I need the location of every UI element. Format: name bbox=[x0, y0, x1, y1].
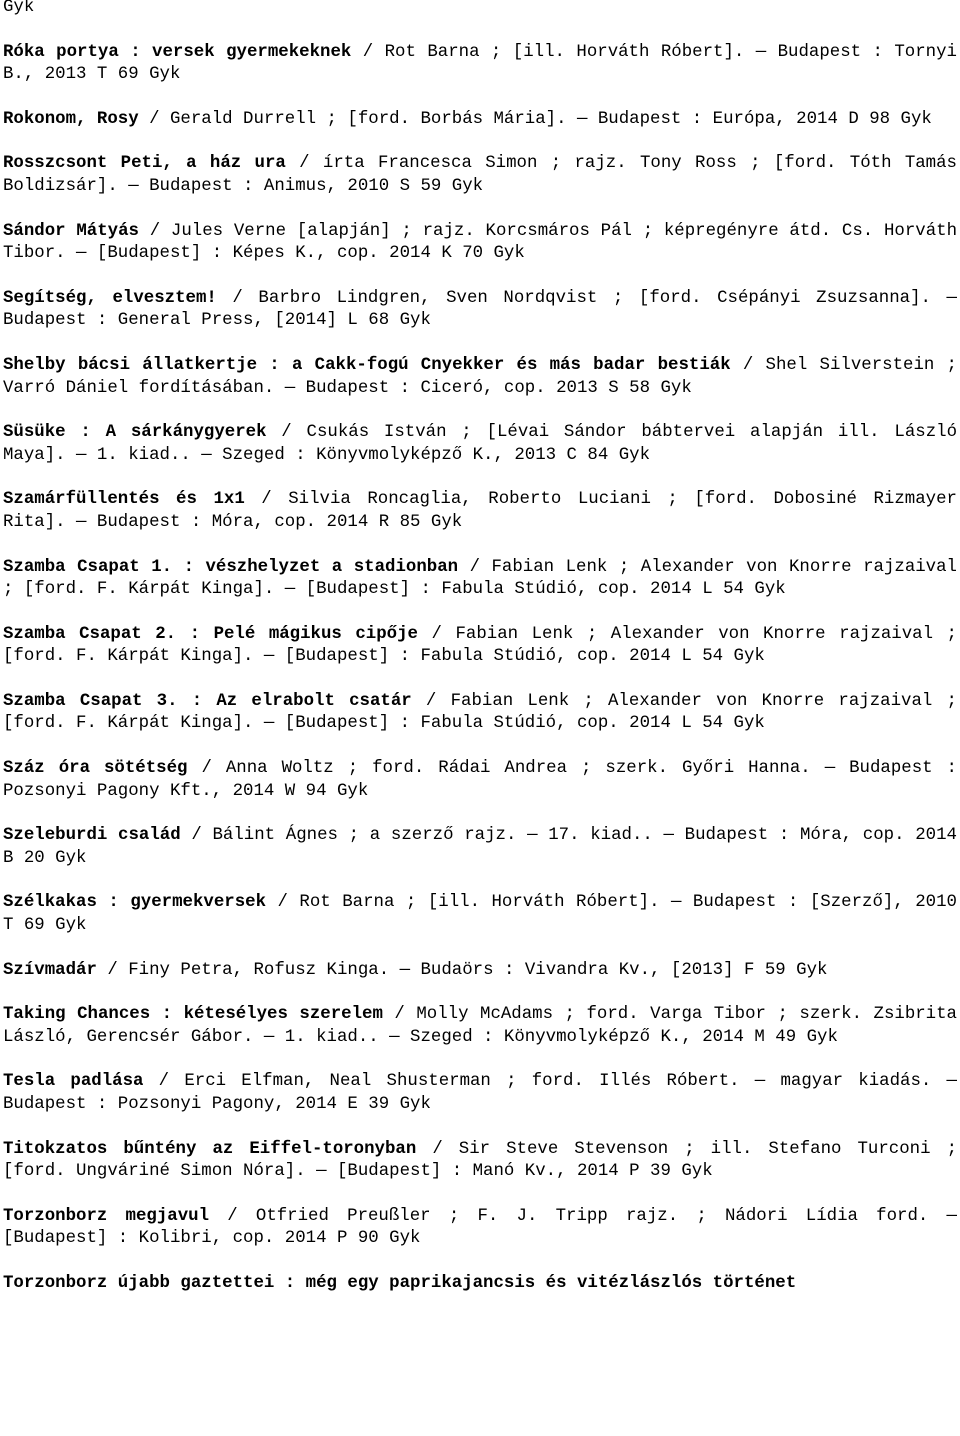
entry-title: Shelby bácsi állatkertje : a Cakk-fogú Cnyekker és más badar bestiák bbox=[3, 355, 731, 375]
catalog-page bbox=[3, 0, 957, 1318]
entry-details: / Molly McAdams ; ford. Varga Tibor ; szerk. Zsibrita László, Gerencsér Gábor. — 1. kiad.. — Szeged : Könyvmolyképző K., 2014 M 49 Gyk bbox=[3, 1005, 957, 1047]
catalog-entry bbox=[3, 1071, 957, 1116]
entry-details: / Csukás István ; [Lévai Sándor bábtervei alapján ill. László Maya]. — 1. kiad.. — Szeged : Könyvmolyképző K., 2013 C 84 Gyk bbox=[3, 423, 958, 465]
entry-title: Szamba Csapat 3. : Az elrabolt csatár bbox=[3, 691, 412, 711]
entry-title: Szélkakas : gyermekversek bbox=[3, 893, 267, 913]
catalog-entry-list bbox=[3, 42, 957, 1296]
catalog-entry bbox=[3, 1206, 957, 1251]
catalog-entry bbox=[3, 1273, 957, 1296]
catalog-entry bbox=[3, 489, 957, 534]
entry-title: Szamárfüllentés és 1x1 bbox=[3, 490, 245, 510]
entry-details: / Erci Elfman, Neal Shusterman ; ford. Illés Róbert. — magyar kiadás. — Budapest : Pozsonyi Pagony, 2014 E 39 Gyk bbox=[3, 1072, 957, 1114]
catalog-entry bbox=[3, 42, 957, 87]
catalog-entry bbox=[3, 758, 957, 803]
entry-title: Rokonom, Rosy bbox=[3, 109, 139, 129]
entry-title: Szeleburdi család bbox=[3, 826, 181, 846]
entry-details: / Rot Barna ; [ill. Horváth Róbert]. — Budapest : [Szerző], 2010 T 69 Gyk bbox=[3, 893, 957, 936]
entry-title: Tesla padlása bbox=[3, 1072, 144, 1092]
catalog-entry bbox=[3, 221, 957, 266]
entry-title: Szívmadár bbox=[3, 960, 97, 980]
entry-details: / Sir Steve Stevenson ; ill. Stefano Turconi ; [ford. Ungváriné Simon Nóra]. — [Budapest] : Manó Kv., 2014 P 39 Gyk bbox=[3, 1139, 957, 1182]
entry-details: / írta Francesca Simon ; rajz. Tony Ross ; [ford. Tóth Tamás Boldizsár]. — Budapest : Animus, 2010 S 59 Gyk bbox=[3, 154, 957, 196]
catalog-entry bbox=[3, 825, 957, 870]
catalog-entry bbox=[3, 422, 957, 467]
entry-title: Süsüke : A sárkánygyerek bbox=[3, 423, 267, 443]
catalog-entry bbox=[3, 1139, 957, 1184]
entry-details: / Rot Barna ; [ill. Horváth Róbert]. — Budapest : Tornyi B., 2013 T 69 Gyk bbox=[3, 42, 957, 85]
catalog-entry bbox=[3, 1004, 957, 1049]
entry-title: Száz óra sötétség bbox=[3, 759, 188, 779]
entry-details: / Shel Silverstein ; Varró Dániel fordításában. — Budapest : Ciceró, cop. 2013 S 58 Gyk bbox=[3, 355, 957, 398]
entry-details: / Gerald Durrell ; [ford. Borbás Mária]. — Budapest : Európa, 2014 D 98 Gyk bbox=[138, 109, 932, 129]
continued-entry-tail: Gyk bbox=[3, 0, 35, 17]
entry-details: / Otfried Preußler ; F. J. Tripp rajz. ; Nádori Lídia ford. — [Budapest] : Kolibri, cop. 2014 P 90 Gyk bbox=[3, 1206, 957, 1249]
entry-details: / Jules Verne [alapján] ; rajz. Korcsmáros Pál ; képregényre átd. Cs. Horváth Tibor. — [Budapest] : Képes K., cop. 2014 K 70 Gyk bbox=[3, 221, 958, 264]
entry-title: Róka portya : versek gyermekeknek bbox=[3, 42, 352, 62]
catalog-entry bbox=[3, 691, 957, 736]
catalog-entry bbox=[3, 109, 957, 132]
entry-details: / Fabian Lenk ; Alexander von Knorre rajzaival ; [ford. F. Kárpát Kinga]. — [Budapest] : Fabula Stúdió, cop. 2014 L 54 Gyk bbox=[3, 691, 957, 734]
entry-details: / Fabian Lenk ; Alexander von Knorre rajzaival ; [ford. F. Kárpát Kinga]. — [Budapest] : Fabula Stúdió, cop. 2014 L 54 Gyk bbox=[3, 557, 957, 600]
entry-title: Taking Chances : kétesélyes szerelem bbox=[3, 1005, 383, 1025]
entry-details: / Bálint Ágnes ; a szerző rajz. — 17. kiad.. — Budapest : Móra, cop. 2014 B 20 Gyk bbox=[3, 826, 957, 868]
entry-title: Rosszcsont Peti, a ház ura bbox=[3, 154, 286, 174]
entry-title: Torzonborz újabb gaztettei : még egy paprikajancsis és vitézlászlós történet bbox=[3, 1273, 797, 1293]
entry-details: / Silvia Roncaglia, Roberto Luciani ; [ford. Dobosiné Rizmayer Rita]. — Budapest : Móra, cop. 2014 R 85 Gyk bbox=[3, 490, 957, 532]
entry-title: Titokzatos bűntény az Eiffel-toronyban bbox=[3, 1139, 417, 1159]
catalog-entry bbox=[3, 153, 957, 198]
entry-details: / Anna Woltz ; ford. Rádai Andrea ; szerk. Győri Hanna. — Budapest : Pozsonyi Pagony Kft., 2014 W 94 Gyk bbox=[3, 759, 957, 801]
catalog-entry bbox=[3, 288, 957, 333]
entry-details: / Fabian Lenk ; Alexander von Knorre rajzaival ; [ford. F. Kárpát Kinga]. — [Budapest] : Fabula Stúdió, cop. 2014 L 54 Gyk bbox=[3, 624, 957, 667]
catalog-entry bbox=[3, 624, 957, 669]
entry-details: / Finy Petra, Rofusz Kinga. — Budaörs : Vivandra Kv., [2013] F 59 Gyk bbox=[96, 960, 828, 980]
entry-title: Torzonborz megjavul bbox=[3, 1206, 210, 1226]
catalog-entry bbox=[3, 557, 957, 602]
entry-title: Szamba Csapat 1. : vészhelyzet a stadionban bbox=[3, 557, 459, 577]
catalog-entry bbox=[3, 892, 957, 937]
catalog-entry bbox=[3, 960, 957, 983]
entry-title: Segítség, elvesztem! bbox=[3, 288, 217, 308]
entry-title: Sándor Mátyás bbox=[3, 221, 139, 241]
catalog-entry bbox=[3, 355, 957, 400]
entry-details: / Barbro Lindgren, Sven Nordqvist ; [ford. Csépányi Zsuzsanna]. — Budapest : General Press, [2014] L 68 Gyk bbox=[3, 288, 957, 331]
entry-title: Szamba Csapat 2. : Pelé mágikus cipője bbox=[3, 624, 418, 644]
